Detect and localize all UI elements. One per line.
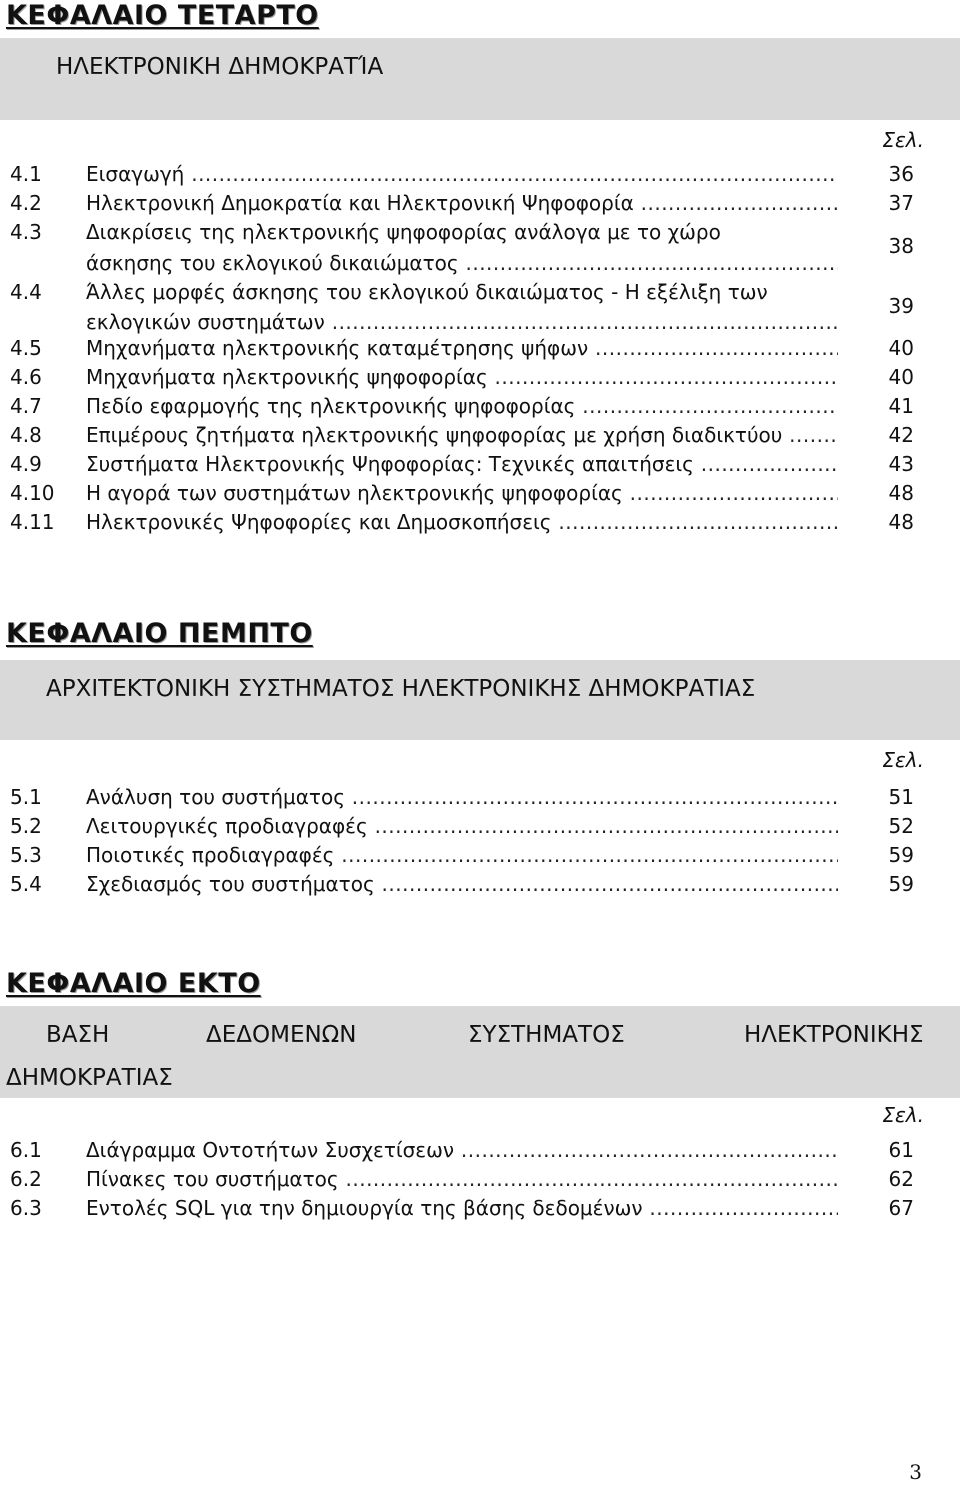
toc-entry-page: 40 bbox=[888, 365, 914, 389]
toc-entry-page: 52 bbox=[888, 814, 914, 838]
toc-entry-number: 4.8 bbox=[10, 423, 42, 447]
page-column-label: Σελ. bbox=[882, 1103, 924, 1127]
chapter-heading-4: ΚΕΦΑΛΑΙΟ ΤΕΤΑΡΤΟ bbox=[6, 0, 319, 31]
toc-entry-page: 48 bbox=[888, 510, 914, 534]
chapter-subtitle-6-line-2: ΔΗΜΟΚΡΑΤΙΑΣ bbox=[6, 1065, 173, 1091]
toc-entry-title: Διάγραμμα Οντοτήτων Συσχετίσεων ..... bbox=[86, 1138, 838, 1162]
chapter-banner-4 bbox=[0, 38, 960, 120]
toc-entry-title: Εντολές SQL για την δημιουργία της βάσης δεδομένων ..... bbox=[86, 1196, 838, 1220]
toc-entry-page: 51 bbox=[888, 785, 914, 809]
toc-entry-title: Άλλες μορφές άσκησης του εκλογικού δικαιώματος - Η εξέλιξη των bbox=[86, 280, 768, 304]
toc-entry-4-4[interactable] bbox=[0, 280, 960, 342]
toc-entry-page: 67 bbox=[888, 1196, 914, 1220]
chapter-subtitle-6-word-3: ΣΥΣΤΗΜΑΤΟΣ bbox=[468, 1022, 625, 1048]
toc-entry-title-continued: εκλογικών συστημάτων ..... bbox=[86, 310, 838, 334]
toc-entry-number: 6.1 bbox=[10, 1138, 42, 1162]
toc-entry-number: 4.6 bbox=[10, 365, 42, 389]
chapter-subtitle-4: ΗΛΕΚΤΡΟΝΙΚΗ ΔΗΜΟΚΡΑΤΊΑ bbox=[56, 54, 384, 80]
toc-entry-number: 5.4 bbox=[10, 872, 42, 896]
toc-entry-number: 6.3 bbox=[10, 1196, 42, 1220]
toc-entry-4-3[interactable] bbox=[0, 220, 960, 282]
toc-entry-page: 41 bbox=[888, 394, 914, 418]
toc-entry-number: 5.3 bbox=[10, 843, 42, 867]
toc-entry-title: Η αγορά των συστημάτων ηλεκτρονικής ψηφοφορίας ..... bbox=[86, 481, 838, 505]
chapter-subtitle-6-word-4: ΗΛΕΚΤΡΟΝΙΚΗΣ bbox=[744, 1022, 924, 1048]
toc-entry-number: 5.2 bbox=[10, 814, 42, 838]
toc-entry-number: 4.7 bbox=[10, 394, 42, 418]
toc-entry-title: Διακρίσεις της ηλεκτρονικής ψηφοφορίας ανάλογα με το χώρο bbox=[86, 220, 721, 244]
toc-entry-title: Σχεδιασμός του συστήματος ..... bbox=[86, 872, 838, 896]
toc-entry-number: 4.2 bbox=[10, 191, 42, 215]
chapter-banner-6 bbox=[0, 1006, 960, 1098]
toc-entry-page: 61 bbox=[888, 1138, 914, 1162]
toc-entry-number: 6.2 bbox=[10, 1167, 42, 1191]
chapter-heading-5: ΚΕΦΑΛΑΙΟ ΠΕΜΠΤΟ bbox=[6, 618, 313, 649]
toc-entry-title: Ηλεκτρονική Δημοκρατία και Ηλεκτρονική Ψηφοφορία ..... bbox=[86, 191, 838, 215]
toc-entry-title: Συστήματα Ηλεκτρονικής Ψηφοφορίας: Τεχνικές απαιτήσεις ..... bbox=[86, 452, 838, 476]
page-column-label: Σελ. bbox=[882, 128, 924, 152]
toc-entry-page: 43 bbox=[888, 452, 914, 476]
toc-entry-page: 59 bbox=[888, 872, 914, 896]
toc-entry-number: 4.9 bbox=[10, 452, 42, 476]
toc-entry-page: 62 bbox=[888, 1167, 914, 1191]
toc-entry-number: 4.3 bbox=[10, 220, 42, 244]
chapter-subtitle-5: ΑΡΧΙΤΕΚΤΟΝΙΚΗ ΣΥΣΤΗΜΑΤΟΣ ΗΛΕΚΤΡΟΝΙΚΗΣ ΔΗΜΟΚΡΑΤΙΑΣ bbox=[46, 676, 756, 702]
toc-entry-number: 4.10 bbox=[10, 481, 55, 505]
toc-entry-page: 36 bbox=[888, 162, 914, 186]
chapter-heading-6: ΚΕΦΑΛΑΙΟ ΕΚΤΟ bbox=[6, 968, 261, 999]
toc-entry-page: 38 bbox=[888, 234, 914, 258]
toc-entry-page: 42 bbox=[888, 423, 914, 447]
toc-entry-title: Μηχανήματα ηλεκτρονικής ψηφοφορίας ..... bbox=[86, 365, 838, 389]
toc-entry-number: 4.4 bbox=[10, 280, 42, 304]
toc-entry-page: 48 bbox=[888, 481, 914, 505]
toc-entry-title: Ηλεκτρονικές Ψηφοφορίες και Δημοσκοπήσεις ..... bbox=[86, 510, 838, 534]
toc-entry-title-continued: άσκησης του εκλογικού δικαιώματος ..... bbox=[86, 251, 838, 275]
toc-entry-title: Επιμέρους ζητήματα ηλεκτρονικής ψηφοφορίας με χρήση διαδικτύου ..... bbox=[86, 423, 838, 447]
toc-entry-page: 40 bbox=[888, 336, 914, 360]
toc-entry-number: 4.5 bbox=[10, 336, 42, 360]
toc-entry-page: 59 bbox=[888, 843, 914, 867]
chapter-banner-5 bbox=[0, 660, 960, 740]
toc-entry-title: Ποιοτικές προδιαγραφές ..... bbox=[86, 843, 838, 867]
toc-entry-title: Ανάλυση του συστήματος ..... bbox=[86, 785, 838, 809]
toc-entry-page: 39 bbox=[888, 294, 914, 318]
toc-entry-number: 4.1 bbox=[10, 162, 42, 186]
toc-entry-number: 4.11 bbox=[10, 510, 55, 534]
toc-entry-number: 5.1 bbox=[10, 785, 42, 809]
toc-entry-title: Μηχανήματα ηλεκτρονικής καταμέτρησης ψήφων ..... bbox=[86, 336, 838, 360]
chapter-subtitle-6-word-2: ΔΕΔΟΜΕΝΩΝ bbox=[206, 1022, 357, 1048]
toc-entry-title: Πίνακες του συστήματος ..... bbox=[86, 1167, 838, 1191]
toc-entry-title: Εισαγωγή ..... bbox=[86, 162, 838, 186]
page-number: 3 bbox=[909, 1460, 922, 1484]
chapter-subtitle-6-word-1: ΒΑΣΗ bbox=[46, 1022, 110, 1048]
toc-entry-page: 37 bbox=[888, 191, 914, 215]
page-column-label: Σελ. bbox=[882, 748, 924, 772]
toc-entry-title: Λειτουργικές προδιαγραφές ..... bbox=[86, 814, 838, 838]
toc-entry-title: Πεδίο εφαρμογής της ηλεκτρονικής ψηφοφορίας ..... bbox=[86, 394, 838, 418]
